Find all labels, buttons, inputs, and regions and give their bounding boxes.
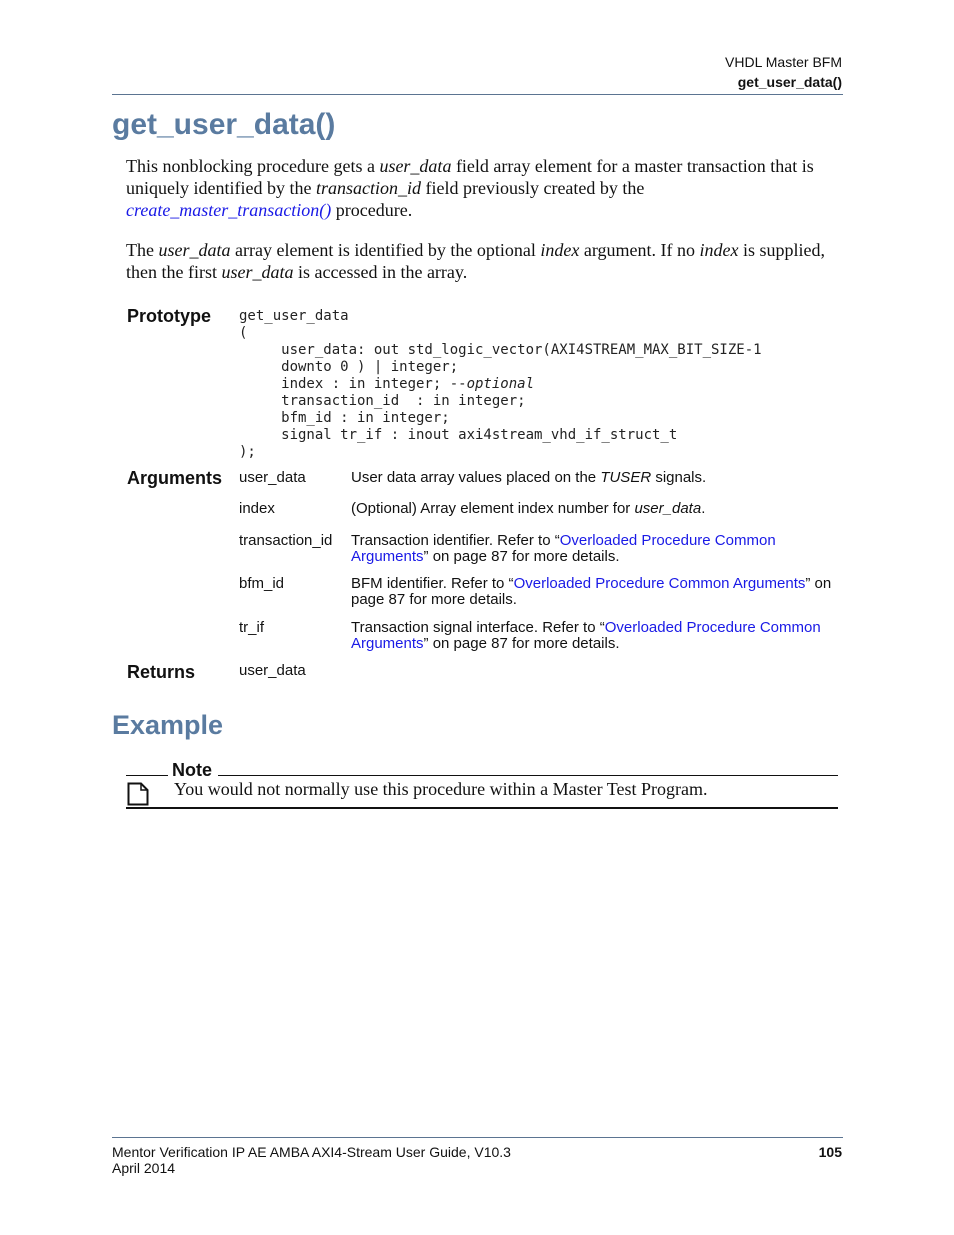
text: field previously created by the [420, 178, 645, 198]
text: is accessed in the array. [293, 262, 468, 282]
create-master-transaction-link[interactable]: create_master_transaction() [126, 200, 332, 220]
code-line: transaction_id : in integer; [239, 393, 526, 409]
text: argument. If no [579, 240, 700, 260]
arg-name-index: index [239, 500, 275, 517]
code-line: downto 0 ) | integer; [239, 359, 459, 375]
header-section: VHDL Master BFM [725, 54, 842, 70]
text: is supplied, then the first [126, 240, 826, 282]
footer-date: April 2014 [112, 1160, 176, 1176]
code-comment: optional [466, 376, 535, 392]
text: Transaction identifier. Refer to “ [351, 532, 560, 549]
arg-name-transaction-id: transaction_id [239, 532, 333, 549]
prototype-code [239, 308, 762, 461]
arg-desc-tr-if [351, 620, 846, 652]
note-text: You would not normally use this procedure within a Master Test Program. [174, 779, 708, 799]
footer-left [112, 1144, 511, 1176]
note-rule-left [126, 775, 168, 776]
text: procedure. [331, 200, 413, 220]
code-line-index [239, 376, 762, 393]
text-em: user_data [158, 240, 231, 260]
text: ” on page 87 for more details. [351, 575, 832, 608]
text-em: user_data [634, 500, 702, 517]
text-em: index [540, 240, 580, 260]
arguments-label: Arguments [127, 468, 223, 488]
note-bottom-rule [126, 807, 838, 809]
returns-label: Returns [127, 662, 196, 682]
text-em: index [699, 240, 739, 260]
header-topic: get_user_data() [737, 74, 842, 90]
overloaded-args-link[interactable]: Overloaded Procedure Common Arguments [351, 619, 821, 652]
text: signals. [651, 469, 707, 486]
running-header [725, 52, 842, 92]
code-line: get_user_data [239, 308, 349, 324]
code-line: bfm_id : in integer; [239, 410, 450, 426]
text-em: user_data [379, 156, 452, 176]
page-number: 105 [818, 1144, 842, 1160]
prototype-label: Prototype [127, 306, 212, 326]
text: The [126, 240, 159, 260]
text: ” on page 87 for more details. [423, 635, 620, 652]
note-page-icon [127, 782, 149, 806]
header-rule [112, 94, 843, 95]
text-em: TUSER [600, 469, 652, 486]
text-em: transaction_id [315, 178, 421, 198]
intro-paragraph-1 [126, 155, 844, 221]
note-rule-right [218, 775, 838, 776]
note-label: Note [172, 760, 212, 780]
intro-paragraph-2 [126, 239, 844, 283]
arg-name-tr-if: tr_if [239, 619, 265, 636]
arg-desc-bfm-id [351, 576, 846, 608]
text: This nonblocking procedure gets a [126, 156, 380, 176]
text: . [701, 500, 706, 517]
text: (Optional) Array element index number for [351, 500, 635, 517]
code-line: signal tr_if : inout axi4stream_vhd_if_struct_t [239, 427, 678, 443]
page-title: get_user_data() [112, 108, 336, 141]
text: array element is identified by the optional [230, 240, 541, 260]
arg-name-user-data: user_data [239, 469, 306, 486]
text: ” on page 87 for more details. [423, 548, 620, 565]
returns-value: user_data [239, 662, 306, 679]
text: BFM identifier. Refer to “ [351, 575, 514, 592]
footer-doc-title: Mentor Verification IP AE AMBA AXI4-Stream User Guide, V10.3 [112, 1144, 511, 1160]
text: User data array values placed on the [351, 469, 601, 486]
text: Transaction signal interface. Refer to “ [351, 619, 605, 636]
code-text: index : in integer; -- [239, 376, 467, 392]
example-heading: Example [112, 710, 224, 740]
arg-desc-transaction-id [351, 533, 846, 565]
overloaded-args-link[interactable]: Overloaded Procedure Common Arguments [513, 575, 806, 592]
text: field array element for a master transaction that is uniquely identified by the [126, 156, 814, 198]
arg-desc-index [351, 501, 846, 517]
text-em: user_data [221, 262, 294, 282]
code-line: ( [239, 325, 248, 341]
code-line: user_data: out std_logic_vector(AXI4STREAM_MAX_BIT_SIZE-1 [239, 342, 762, 358]
overloaded-args-link[interactable]: Overloaded Procedure Common Arguments [351, 532, 776, 565]
footer-rule [112, 1137, 843, 1138]
arg-name-bfm-id: bfm_id [239, 575, 285, 592]
arg-desc-user-data [351, 470, 846, 486]
code-line: ); [239, 444, 256, 460]
